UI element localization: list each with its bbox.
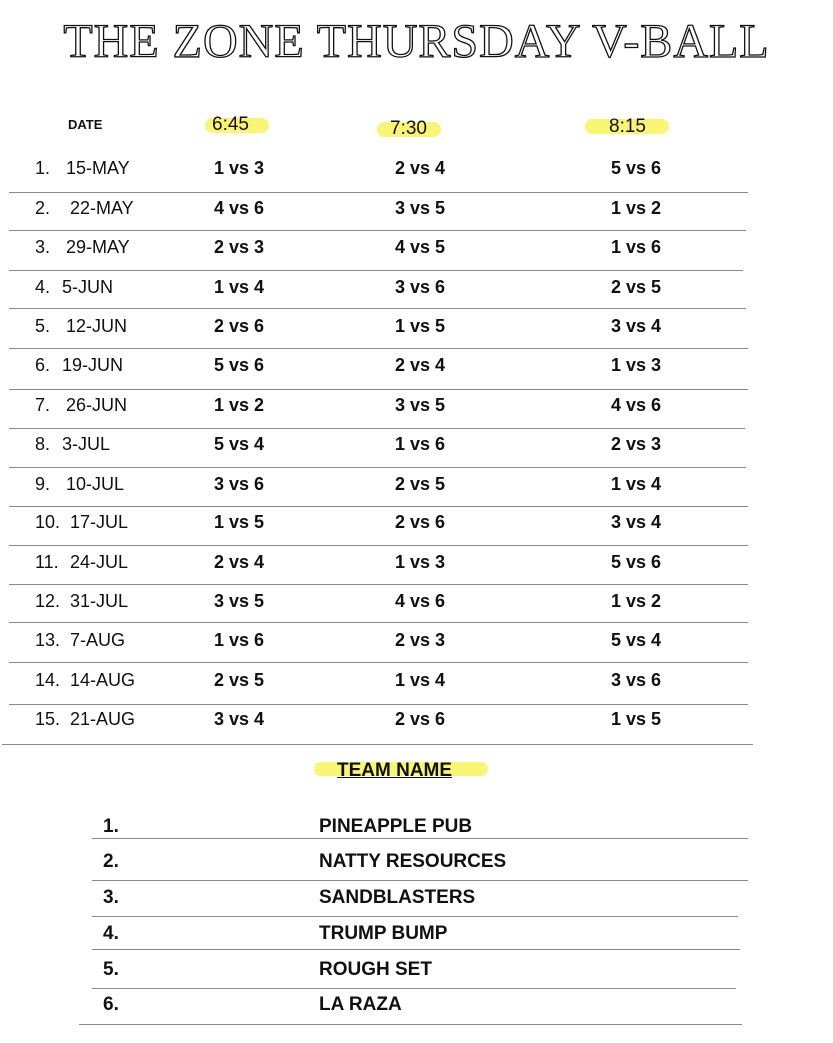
team-name: ROUGH SET xyxy=(319,959,432,980)
row-divider xyxy=(9,192,748,193)
team-number: 5. xyxy=(103,959,119,980)
matchup-slot-2: 1 vs 4 xyxy=(395,670,446,690)
team-number: 6. xyxy=(103,994,119,1015)
matchup-slot-3: 1 vs 5 xyxy=(611,709,662,729)
matchup-slot-1: 3 vs 6 xyxy=(214,474,265,494)
row-number: 2. xyxy=(35,198,51,218)
game-date: 21-AUG xyxy=(70,709,136,729)
matchup-slot-3: 1 vs 3 xyxy=(611,355,662,375)
row-divider xyxy=(9,467,746,468)
matchup-slot-3: 5 vs 4 xyxy=(611,630,662,650)
matchup-slot-2: 3 vs 5 xyxy=(395,395,446,415)
matchup-slot-1: 2 vs 6 xyxy=(214,316,265,336)
matchup-slot-3: 3 vs 4 xyxy=(611,512,662,532)
row-divider xyxy=(9,506,748,507)
matchup-slot-2: 3 vs 5 xyxy=(395,198,446,218)
row-divider xyxy=(9,270,743,271)
matchup-slot-2: 1 vs 5 xyxy=(395,316,446,336)
matchup-slot-3: 4 vs 6 xyxy=(611,395,662,415)
matchup-slot-3: 2 vs 3 xyxy=(611,434,662,454)
row-number: 10. xyxy=(35,512,61,532)
row-divider xyxy=(9,230,746,231)
team-number: 2. xyxy=(103,851,119,872)
matchup-slot-2: 1 vs 3 xyxy=(395,552,446,572)
row-number: 9. xyxy=(35,474,51,494)
game-date: 17-JUL xyxy=(70,512,129,532)
matchup-slot-1: 5 vs 4 xyxy=(214,434,265,454)
matchup-slot-3: 3 vs 4 xyxy=(611,316,662,336)
matchup-slot-1: 1 vs 4 xyxy=(214,277,265,297)
game-date: 22-MAY xyxy=(70,198,134,218)
row-divider xyxy=(9,389,748,390)
team-number: 1. xyxy=(103,816,119,837)
matchup-slot-3: 1 vs 2 xyxy=(611,198,662,218)
game-date: 14-AUG xyxy=(70,670,136,690)
row-number: 13. xyxy=(35,630,61,650)
row-number: 8. xyxy=(35,434,51,454)
matchup-slot-1: 3 vs 5 xyxy=(214,591,265,611)
row-divider xyxy=(9,545,748,546)
page-title: THE ZONE THURSDAY V-BALL xyxy=(63,15,770,68)
row-divider xyxy=(9,348,748,349)
time-header-2: 7:30 xyxy=(390,118,427,139)
time-header-1: 6:45 xyxy=(212,114,249,135)
team-name: SANDBLASTERS xyxy=(319,887,476,908)
game-date: 29-MAY xyxy=(66,237,130,257)
row-number: 14. xyxy=(35,670,61,690)
team-row-divider xyxy=(92,949,740,950)
team-name-header: TEAM NAME xyxy=(337,760,453,781)
matchup-slot-2: 2 vs 6 xyxy=(395,709,446,729)
matchup-slot-2: 1 vs 6 xyxy=(395,434,446,454)
matchup-slot-3: 5 vs 6 xyxy=(611,552,662,572)
matchup-slot-1: 5 vs 6 xyxy=(214,355,265,375)
matchup-slot-1: 2 vs 3 xyxy=(214,237,265,257)
time-header-3: 8:15 xyxy=(609,116,646,137)
game-date: 24-JUL xyxy=(70,552,129,572)
matchup-slot-1: 1 vs 6 xyxy=(214,630,265,650)
row-number: 6. xyxy=(35,355,51,375)
team-name: PINEAPPLE PUB xyxy=(319,816,473,837)
row-divider xyxy=(2,744,753,745)
matchup-slot-1: 4 vs 6 xyxy=(214,198,265,218)
row-divider xyxy=(9,584,748,585)
row-divider xyxy=(9,428,745,429)
game-date: 5-JUN xyxy=(62,277,114,297)
row-number: 1. xyxy=(35,158,51,178)
matchup-slot-3: 1 vs 6 xyxy=(611,237,662,257)
matchup-slot-2: 2 vs 4 xyxy=(395,158,446,178)
team-name: NATTY RESOURCES xyxy=(319,851,507,872)
date-column-header: DATE xyxy=(68,117,103,132)
matchup-slot-1: 2 vs 4 xyxy=(214,552,265,572)
row-number: 12. xyxy=(35,591,61,611)
row-divider xyxy=(9,662,748,663)
team-row-divider xyxy=(92,916,738,917)
game-date: 15-MAY xyxy=(66,158,130,178)
team-name: TRUMP BUMP xyxy=(319,923,448,944)
row-number: 15. xyxy=(35,709,61,729)
matchup-slot-3: 1 vs 4 xyxy=(611,474,662,494)
team-row-divider xyxy=(92,838,748,839)
matchup-slot-1: 1 vs 2 xyxy=(214,395,265,415)
row-number: 5. xyxy=(35,316,51,336)
matchup-slot-2: 4 vs 5 xyxy=(395,237,446,257)
matchup-slot-2: 3 vs 6 xyxy=(395,277,446,297)
team-number: 4. xyxy=(103,923,119,944)
matchup-slot-1: 1 vs 5 xyxy=(214,512,265,532)
matchup-slot-2: 4 vs 6 xyxy=(395,591,446,611)
team-row-divider xyxy=(79,1024,742,1025)
matchup-slot-2: 2 vs 4 xyxy=(395,355,446,375)
game-date: 19-JUN xyxy=(62,355,124,375)
matchup-slot-3: 3 vs 6 xyxy=(611,670,662,690)
row-number: 4. xyxy=(35,277,51,297)
row-number: 3. xyxy=(35,237,51,257)
matchup-slot-1: 2 vs 5 xyxy=(214,670,265,690)
game-date: 7-AUG xyxy=(70,630,126,650)
team-number: 3. xyxy=(103,887,119,908)
game-date: 31-JUL xyxy=(70,591,129,611)
game-date: 10-JUL xyxy=(66,474,125,494)
row-number: 11. xyxy=(35,552,59,572)
game-date: 26-JUN xyxy=(66,395,128,415)
game-date: 12-JUN xyxy=(66,316,128,336)
game-date: 3-JUL xyxy=(62,434,111,454)
team-row-divider xyxy=(92,988,736,989)
row-divider xyxy=(9,704,748,705)
matchup-slot-2: 2 vs 5 xyxy=(395,474,446,494)
matchup-slot-3: 2 vs 5 xyxy=(611,277,662,297)
matchup-slot-1: 1 vs 3 xyxy=(214,158,265,178)
row-divider xyxy=(9,308,746,309)
team-row-divider xyxy=(92,880,748,881)
row-divider xyxy=(9,622,748,623)
matchup-slot-1: 3 vs 4 xyxy=(214,709,265,729)
team-name: LA RAZA xyxy=(319,994,402,1015)
row-number: 7. xyxy=(35,395,51,415)
matchup-slot-2: 2 vs 6 xyxy=(395,512,446,532)
matchup-slot-2: 2 vs 3 xyxy=(395,630,446,650)
matchup-slot-3: 5 vs 6 xyxy=(611,158,662,178)
matchup-slot-3: 1 vs 2 xyxy=(611,591,662,611)
